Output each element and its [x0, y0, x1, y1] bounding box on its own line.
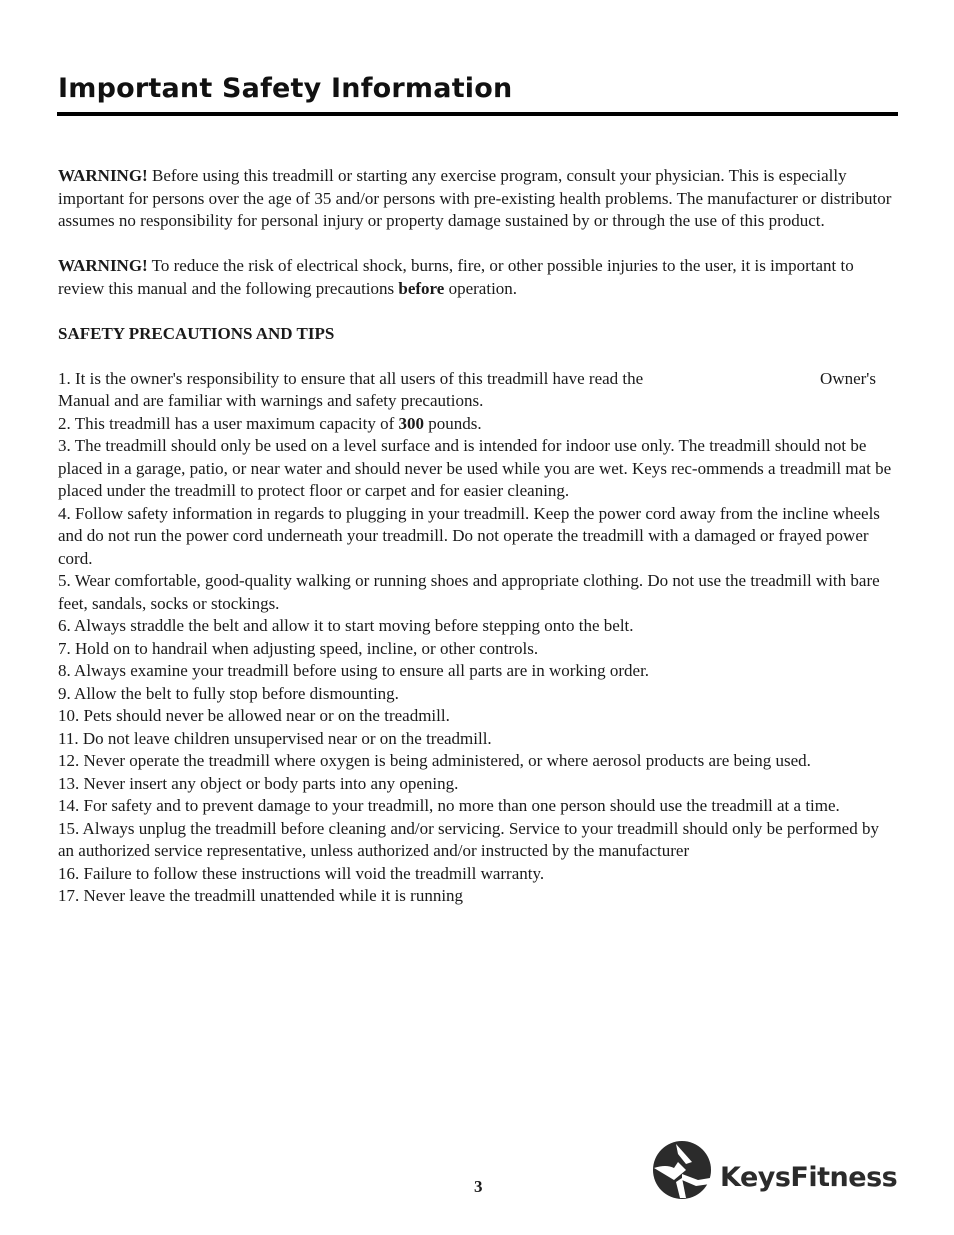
warning-label: WARNING!: [58, 256, 148, 275]
keysfitness-logo: [652, 1138, 902, 1202]
page-title: Important Safety Information: [58, 73, 513, 104]
list-item: 11. Do not leave children unsupervised near or on the treadmill.: [58, 728, 492, 748]
section-heading: SAFETY PRECAUTIONS AND TIPS: [58, 323, 335, 343]
list-item: 1. It is the owner's responsibility to ensure that all users of this treadmill have read the Owner's: [58, 368, 876, 388]
warning-paragraph-2: [58, 255, 898, 300]
list-item: 6. Always straddle the belt and allow it to start moving before stepping onto the belt.: [58, 616, 634, 635]
warning-label: WARNING!: [58, 166, 148, 185]
list-item: 15. Always unplug the treadmill before cleaning and/or servicing. Service to your treadmill should only be performed by an authorized service representative, unless authorized and/or instructed by the manufacturer: [58, 818, 879, 860]
emphasis-text: before: [398, 278, 445, 298]
list-item-continued: Manual and are familiar with warnings and safety precautions.: [58, 391, 484, 410]
capacity-value: 300: [398, 413, 425, 433]
list-item: 2. This treadmill has a user maximum capacity of 300 pounds.: [58, 413, 482, 433]
title-divider: [57, 112, 898, 116]
warning-text: operation.: [444, 278, 518, 298]
logo-text: KeysFitness: [720, 1162, 898, 1193]
list-item: 5. Wear comfortable, good-quality walking or running shoes and appropriate clothing. Do not use the treadmill with bare feet, sandals, socks or stockings.: [58, 571, 880, 613]
list-item: 16. Failure to follow these instructions will void the treadmill warranty.: [58, 863, 545, 883]
list-item: 7. Hold on to handrail when adjusting speed, incline, or other controls.: [58, 638, 539, 658]
runner-circle-icon: [652, 1138, 902, 1202]
document-body: [58, 165, 898, 908]
list-item: 9. Allow the belt to fully stop before dismounting.: [58, 683, 399, 703]
page-number: 3: [474, 1177, 483, 1196]
list-item: 3. The treadmill should only be used on a level surface and is intended for indoor use only. The treadmill should not be placed in a garage, patio, or near water and should never be used while you are wet. Keys rec-ommends a treadmill mat be placed under the treadmill to protect floor or carpet and for easier cleaning.: [58, 436, 892, 500]
warning-text: To reduce the risk of electrical shock, burns, fire, or other possible injuries to the user, it is important to review this manual and the following precautions: [58, 256, 854, 298]
list-item: 4. Follow safety information in regards to plugging in your treadmill. Keep the power cord away from the incline wheels and do not run the power cord underneath your treadmill. Do not operate the treadmill with a damaged or frayed power cord.: [58, 503, 880, 568]
list-item: 14. For safety and to prevent damage to your treadmill, no more than one person should use the treadmill at a time.: [58, 796, 840, 815]
list-item: 8. Always examine your treadmill before using to ensure all parts are in working order.: [58, 661, 650, 680]
list-item: 13. Never insert any object or body parts into any opening.: [58, 773, 459, 793]
list-item: 17. Never leave the treadmill unattended while it is running: [58, 886, 464, 905]
warning-text: Before using this treadmill or starting any exercise program, consult your physician. This is especially important for persons over the age of 35 and/or persons with pre-existing health problems. The manufacturer or distributor assumes no responsibility for personal injury or property damage sustained by or through the use of this product.: [58, 166, 892, 230]
list-item: 10. Pets should never be allowed near or on the treadmill.: [58, 706, 450, 725]
warning-paragraph-1: [58, 165, 898, 233]
list-item: 12. Never operate the treadmill where oxygen is being administered, or where aerosol products are being used.: [58, 751, 811, 770]
